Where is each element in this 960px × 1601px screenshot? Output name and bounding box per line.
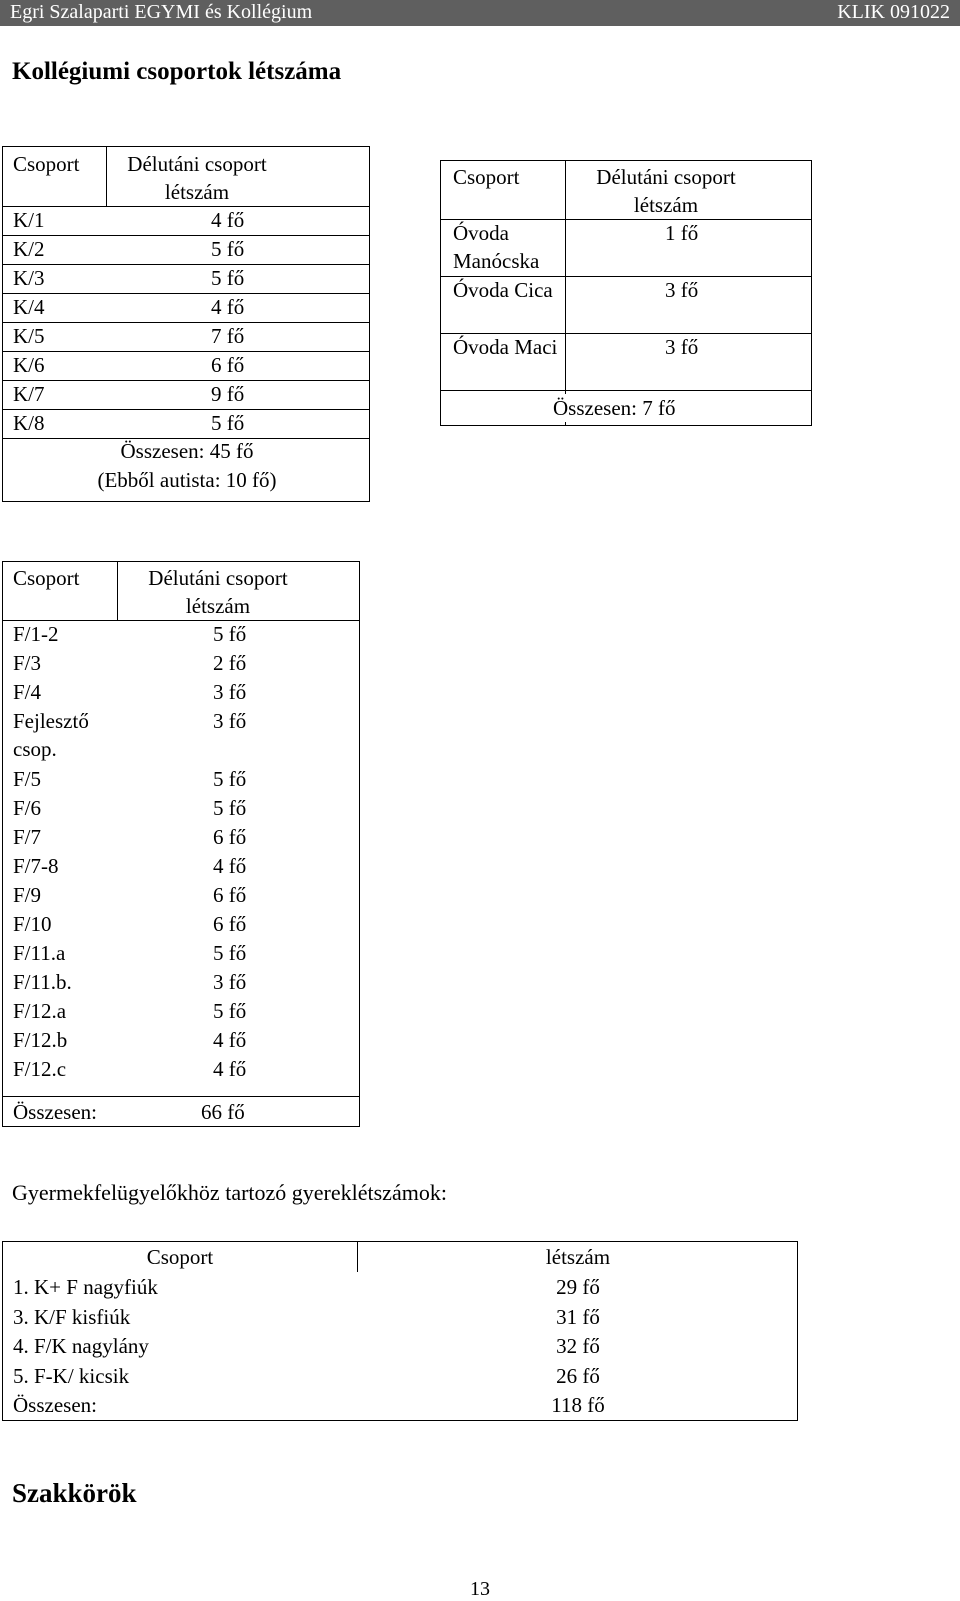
table-k-group-cell: K/5 bbox=[13, 324, 45, 348]
table-row-divider bbox=[3, 264, 369, 265]
table-ovoda-group-cell: Óvoda Manócska bbox=[453, 221, 540, 273]
page-header bbox=[0, 0, 960, 26]
table-k-count-cell: 4 fő bbox=[211, 295, 245, 319]
header-institution: Egri Szalaparti EGYMI és Kollégium bbox=[10, 1, 313, 23]
table-ovoda-group-cell: Óvoda Cica bbox=[453, 278, 553, 302]
table-k-col2-header: Délutáni csoport létszám bbox=[127, 152, 267, 204]
table-ovoda-total: Összesen: 7 fő bbox=[549, 394, 679, 422]
table-row-divider bbox=[441, 390, 811, 391]
table-felugyelo-count-cell: 32 fő bbox=[556, 1334, 600, 1358]
table-k-count-cell: 9 fő bbox=[211, 382, 245, 406]
table-k-count-cell: 5 fő bbox=[211, 237, 245, 261]
table-k-note: (Ebből autista: 10 fő) bbox=[97, 468, 277, 492]
table-f-group-cell: F/5 bbox=[13, 767, 42, 791]
table-ovoda-group-cell: Óvoda Maci bbox=[453, 335, 558, 359]
header-code: KLIK 091022 bbox=[837, 1, 950, 23]
table-f-group-cell: F/7-8 bbox=[13, 854, 59, 878]
table-f-count-cell: 6 fő bbox=[213, 883, 247, 907]
table-f-count-cell: 5 fő bbox=[213, 767, 247, 791]
table-felugyelo-count-cell: 29 fő bbox=[556, 1275, 600, 1299]
table-felugyelo-count-cell: 31 fő bbox=[556, 1304, 600, 1329]
table-felugyelo-group-cell: 5. F-K/ kicsik bbox=[13, 1363, 130, 1388]
table-felugyelo bbox=[2, 1241, 798, 1421]
table-k-group-cell: K/1 bbox=[13, 208, 45, 232]
table-f-total-count: 66 fő bbox=[201, 1100, 245, 1124]
table-f-group-cell: F/10 bbox=[13, 912, 52, 936]
table-f-group-cell: F/11.b. bbox=[13, 970, 72, 994]
table-f-count-cell: 2 fő bbox=[213, 651, 247, 675]
table-k-count-cell: 4 fő bbox=[211, 208, 245, 232]
table-ovoda-col2-header: Délutáni csoport létszám bbox=[596, 165, 736, 217]
table-divider bbox=[357, 1242, 358, 1272]
table-f-count-cell: 6 fő bbox=[213, 912, 247, 936]
table-f-group-cell: F/1-2 bbox=[13, 622, 59, 646]
table-felugyelo-col1-header: Csoport bbox=[146, 1245, 214, 1269]
table-f-group-cell: F/12.a bbox=[13, 999, 67, 1023]
table-felugyelo-total-label: Összesen: bbox=[13, 1393, 97, 1417]
table-row-divider bbox=[3, 351, 369, 352]
table-felugyelo-group-cell: 1. K+ F nagyfiúk bbox=[13, 1275, 158, 1299]
table-k-group-cell: K/3 bbox=[13, 266, 45, 290]
table-f-group-cell: F/12.c bbox=[13, 1057, 67, 1081]
table-f-count-cell: 5 fő bbox=[213, 999, 247, 1023]
table-row-divider bbox=[3, 235, 369, 236]
table-f bbox=[2, 561, 360, 1127]
table-f-group-cell: F/3 bbox=[13, 651, 42, 675]
table-ovoda-count-cell: 3 fő bbox=[665, 335, 699, 359]
table-felugyelo-total-count: 118 fő bbox=[551, 1393, 605, 1417]
table-felugyelo-group-cell: 3. K/F kisfiúk bbox=[13, 1304, 131, 1329]
table-f-total-label: Összesen: bbox=[13, 1100, 97, 1124]
table-felugyelo-group-cell: 4. F/K nagylány bbox=[13, 1334, 149, 1358]
table-divider bbox=[3, 206, 369, 207]
table-ovoda-col1-header: Csoport bbox=[453, 165, 520, 189]
table-k-count-cell: 5 fő bbox=[211, 411, 245, 435]
table-f-count-cell: 5 fő bbox=[213, 796, 247, 820]
table-f-col1-header: Csoport bbox=[13, 566, 80, 590]
table-row-divider bbox=[3, 409, 369, 410]
table-f-group-cell: F/12.b bbox=[13, 1028, 68, 1052]
table-f-group-cell: F/6 bbox=[13, 796, 42, 820]
table-f-count-cell: 3 fő bbox=[213, 970, 247, 994]
table-k-count-cell: 6 fő bbox=[211, 353, 245, 377]
table-f-group-cell: F/4 bbox=[13, 680, 42, 704]
table-k-group-cell: K/4 bbox=[13, 295, 45, 319]
table-ovoda-count-cell: 3 fő bbox=[665, 278, 699, 302]
table-f-count-cell: 3 fő bbox=[213, 709, 247, 733]
table-f-count-cell: 6 fő bbox=[213, 825, 247, 849]
table-divider bbox=[3, 1096, 359, 1097]
table-f-count-cell: 4 fő bbox=[213, 1028, 247, 1052]
table-felugyelo-count-cell: 26 fő bbox=[556, 1363, 600, 1388]
table-k-col1-header: Csoport bbox=[13, 152, 80, 176]
table-f-count-cell: 3 fő bbox=[213, 680, 247, 704]
table-row-divider bbox=[3, 380, 369, 381]
table-row-divider bbox=[3, 322, 369, 323]
table-k-group-cell: K/7 bbox=[13, 382, 45, 406]
page-number: 13 bbox=[470, 1578, 490, 1600]
table-f-group-cell: F/11.a bbox=[13, 941, 66, 965]
table-f-count-cell: 5 fő bbox=[213, 622, 247, 646]
table-f-group-cell: Fejlesztő csop. bbox=[13, 709, 89, 761]
table-ovoda-count-cell: 1 fő bbox=[665, 221, 699, 245]
table-row-divider bbox=[3, 293, 369, 294]
table-f-group-cell: F/9 bbox=[13, 883, 42, 907]
table-k-group-cell: K/8 bbox=[13, 411, 45, 435]
table-k-group-cell: K/6 bbox=[13, 353, 45, 377]
table-k-count-cell: 7 fő bbox=[211, 324, 245, 348]
table-k-group-cell: K/2 bbox=[13, 237, 45, 261]
table-felugyelo-col2-header: létszám bbox=[545, 1245, 611, 1269]
table-f-count-cell: 4 fő bbox=[213, 1057, 247, 1081]
table-f-count-cell: 4 fő bbox=[213, 854, 247, 878]
table-k-total: Összesen: 45 fő bbox=[120, 439, 254, 463]
section-heading-szakkorok: Szakkörök bbox=[12, 1478, 137, 1508]
page-title: Kollégiumi csoportok létszáma bbox=[12, 58, 342, 85]
table-k bbox=[2, 146, 370, 502]
table-k-count-cell: 5 fő bbox=[211, 266, 245, 290]
table-f-col2-header: Délutáni csoport létszám bbox=[148, 566, 288, 618]
table-f-count-cell: 5 fő bbox=[213, 941, 247, 965]
table-ovoda bbox=[440, 160, 812, 426]
felugyelo-subheading: Gyermekfelügyelőkhöz tartozó gyereklétszámok: bbox=[12, 1180, 447, 1205]
table-f-group-cell: F/7 bbox=[13, 825, 42, 849]
